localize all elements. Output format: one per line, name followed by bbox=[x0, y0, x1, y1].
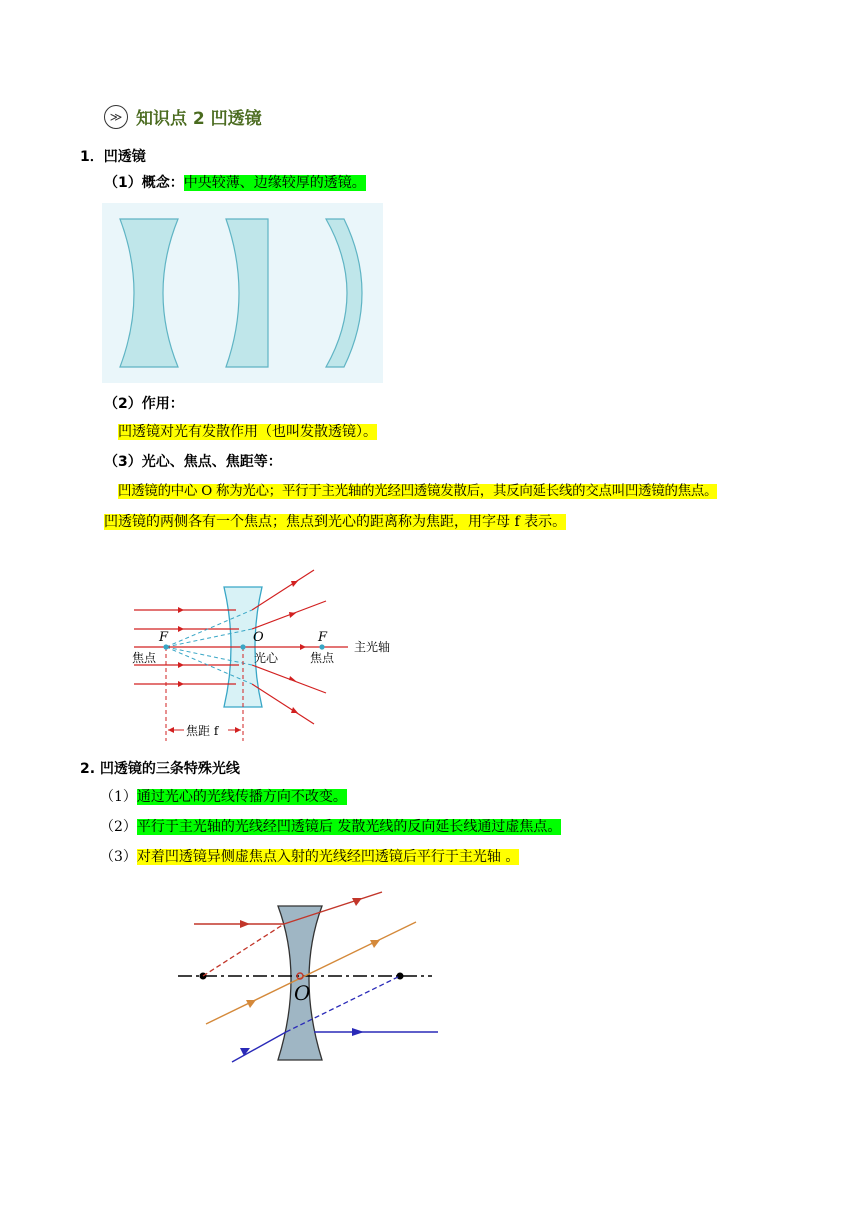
terms-text-2: 凹透镜的两侧各有一个焦点；焦点到光心的距离称为焦距，用字母 f 表示。 bbox=[104, 514, 567, 530]
lens-shapes-figure bbox=[102, 203, 383, 383]
special-rays-diagram bbox=[176, 888, 440, 1068]
rule-1-text: 通过光心的光线传播方向不改变。 bbox=[136, 789, 347, 805]
focal-point-right bbox=[319, 644, 324, 649]
rule-2-text: 平行于主光轴的光线经凹透镜后 发散光线的反向延长线通过虚焦点。 bbox=[136, 819, 562, 835]
focal-point-left bbox=[163, 644, 168, 649]
section-title-text: 知识点 2 凹透镜 bbox=[136, 109, 262, 129]
label-focus-right: 焦点 bbox=[310, 651, 335, 665]
label-focus-left: 焦点 bbox=[132, 651, 157, 665]
outgoing-ray-3 bbox=[252, 665, 326, 693]
optical-center-point bbox=[240, 644, 245, 649]
outgoing-ray-2 bbox=[252, 601, 326, 629]
ray-toward-focus-in bbox=[232, 1032, 286, 1062]
rule-3-text: 对着凹透镜异侧虚焦点入射的光线经凹透镜后平行于主光轴 。 bbox=[136, 849, 520, 865]
label-center: 光心 bbox=[254, 651, 279, 665]
rule-3-num: （3） bbox=[100, 849, 137, 865]
terms-text-1: 凹透镜的中心 O 称为光心；平行于主光轴的光经凹透镜发散后，其反向延长线的交点叫凹透镜的焦点。 bbox=[118, 484, 718, 499]
rule-1 bbox=[100, 786, 347, 808]
rule-3 bbox=[100, 846, 519, 868]
rule-2-num: （2） bbox=[100, 819, 137, 835]
terms-line-2 bbox=[104, 511, 566, 533]
effect-line bbox=[118, 421, 377, 443]
rule-2 bbox=[100, 816, 561, 838]
terms-label: （3）光心、焦点、焦距等： bbox=[104, 454, 282, 470]
concept-line bbox=[104, 172, 366, 194]
label-O-diagram2: O bbox=[294, 981, 311, 1005]
label-O: O bbox=[253, 630, 264, 645]
chevron-badge-icon: ≫ bbox=[104, 105, 128, 129]
effect-label: （2）作用： bbox=[104, 396, 184, 412]
heading-concave-lens: 1．凹透镜 bbox=[80, 149, 146, 165]
rule-1-num: （1） bbox=[100, 789, 137, 805]
concept-label: （1）概念： bbox=[104, 175, 184, 191]
label-axis: 主光轴 bbox=[354, 640, 391, 654]
label-focal-length: 焦距 f bbox=[186, 724, 219, 738]
effect-text: 凹透镜对光有发散作用（也叫发散透镜）。 bbox=[118, 424, 377, 440]
section-title bbox=[104, 104, 262, 129]
label-F-right: F bbox=[318, 630, 328, 645]
terms-line-1 bbox=[118, 481, 717, 503]
concept-text: 中央较薄、边缘较厚的透镜。 bbox=[183, 175, 366, 191]
label-F-left: F bbox=[159, 630, 169, 645]
focal-point-diagram bbox=[126, 565, 416, 745]
heading-three-rays: 2. 凹透镜的三条特殊光线 bbox=[80, 761, 240, 777]
ray-parallel-extension bbox=[203, 924, 284, 976]
